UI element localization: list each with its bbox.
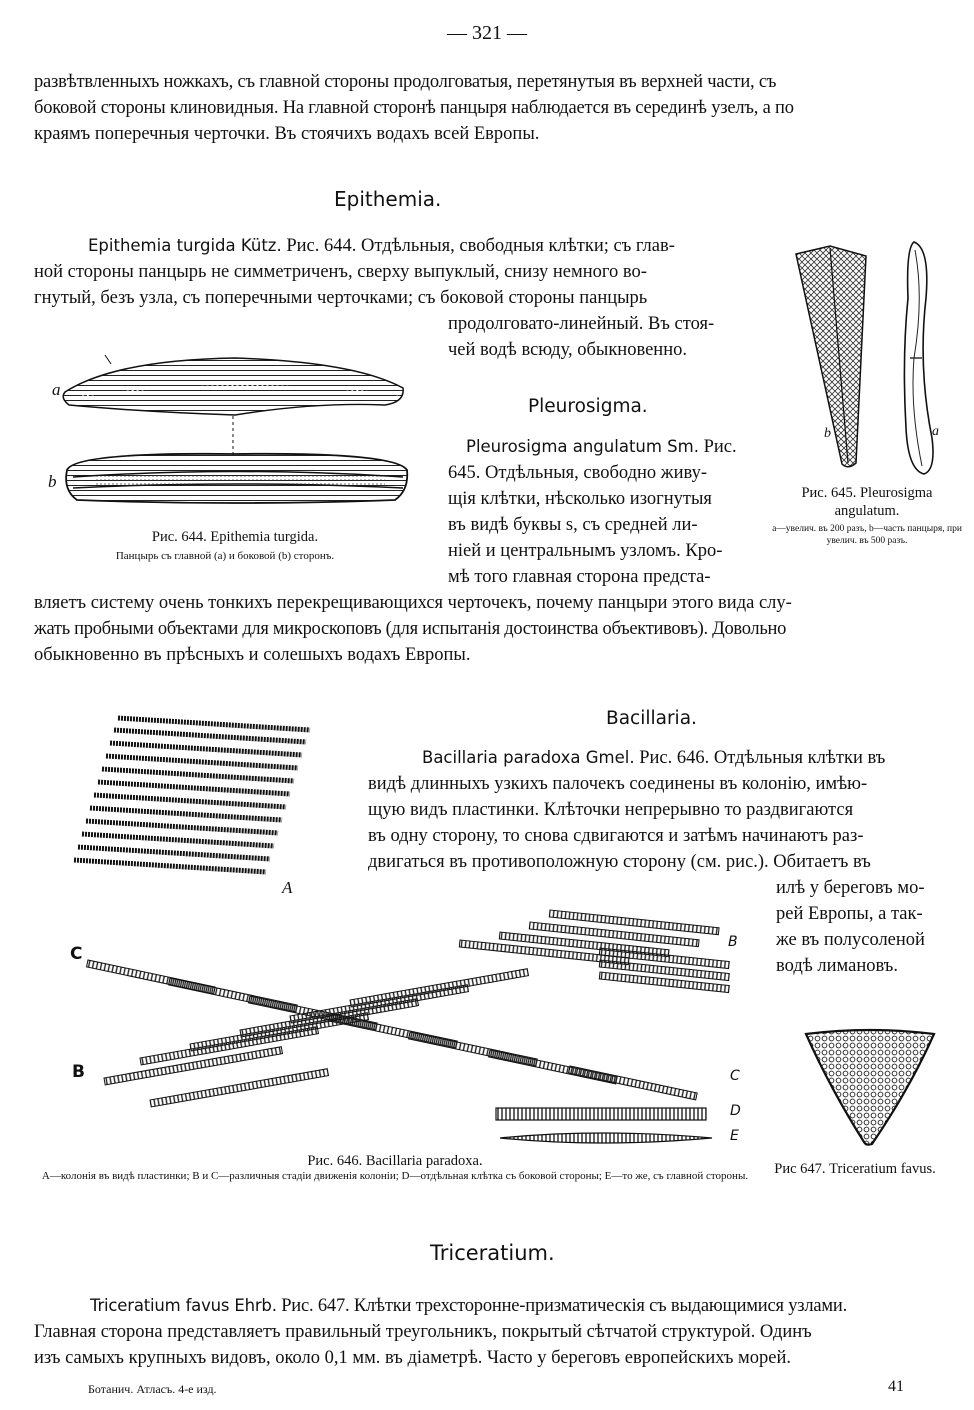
- epithemia-valve-a: [63, 358, 403, 415]
- page-number: — 321 —: [447, 22, 527, 44]
- bacillaria-line-5: двигаться въ противоположную сторону (см. рис.). Обитаетъ въ: [368, 852, 871, 872]
- epithemia-species: Epithemia turgida Kütz.: [88, 236, 282, 255]
- triceratium-line-1: [90, 1296, 847, 1317]
- bacillaria-cell-D: [496, 1108, 706, 1120]
- pleurosigma-text-1: Рис.: [703, 437, 737, 457]
- intro-line-1: развѣтвленныхъ ножкахъ, съ главной стороны продолговатыя, перетянутыя въ верхней части, съ: [34, 72, 777, 92]
- figure-647-caption-title: Рис 647. Triceratium favus.: [774, 1161, 936, 1177]
- figure-646-label-C-right: C: [730, 1068, 740, 1084]
- pleurosigma-line-5: ніей и центральнымъ узломъ. Кро-: [448, 541, 723, 561]
- pleurosigma-line-2: 645. Отдѣльныя, свободно живу-: [448, 463, 707, 483]
- figure-644-caption-title: Рис. 644. Epithemia turgida.: [151, 529, 319, 545]
- figure-645-caption-title: Рис. 645. Pleurosigma angulatum.: [801, 485, 933, 519]
- triceratium-valve: [806, 1030, 934, 1145]
- epithemia-text-1: Рис. 644. Отдѣльныя, свободныя клѣтки; съ глав-: [286, 236, 675, 256]
- figure-646-label-A: A: [282, 878, 293, 897]
- pleurosigma-line-3: щія клѣтки, нѣсколько изогнутыя: [448, 489, 712, 509]
- figure-645-label-a: a: [932, 424, 939, 439]
- pleurosigma-heading: Pleurosigma.: [528, 396, 648, 417]
- pleurosigma-line-8: жать пробными объектами для микроскоповъ (для испытанія достоинства объективовъ). Довольно: [34, 619, 787, 639]
- figure-647-illustration: [800, 1028, 940, 1148]
- bacillaria-line-7: рей Европы, а так-: [776, 904, 923, 924]
- figure-646-illustration: [60, 710, 750, 1150]
- figure-646-label-C-left: C: [70, 944, 83, 964]
- figure-645-caption-text: a—увелич. въ 200 разъ, b—часть панцыря, при увелич. въ 500 разъ.: [772, 524, 962, 546]
- figure-646-label-E: E: [730, 1128, 739, 1144]
- bacillaria-text-1: Рис. 646. Отдѣльныя клѣтки въ: [639, 748, 886, 768]
- triceratium-line-2: Главная сторона представляетъ правильный треугольникъ, покрытый сѣтчатой структурой. Одинъ: [34, 1322, 812, 1342]
- pleurosigma-line-4: въ видѣ буквы s, съ средней ли-: [448, 515, 698, 535]
- figure-644-label-a: a: [52, 380, 61, 399]
- intro-line-2: боковой стороны клиновидныя. На главной сторонѣ панцыря наблюдается въ серединѣ узелъ, а по: [34, 98, 794, 118]
- figure-646-caption-text: A—колонія въ видѣ пластинки; B и C—различныя стадіи движенія колоніи; D—отдѣльная клѣтка съ боковой стороны; E—то же, съ главной стороны.: [41, 1170, 749, 1182]
- bacillaria-chain-C: [87, 960, 698, 1100]
- bacillaria-line-4: въ одну сторону, то снова сдвигаются и затѣмъ начинаютъ раз-: [368, 826, 864, 846]
- bacillaria-species: Bacillaria paradoxa Gmel.: [422, 748, 635, 767]
- figure-645-label-b: b: [824, 426, 831, 441]
- footer-publication: Ботанич. Атласъ. 4-е изд.: [88, 1382, 217, 1396]
- triceratium-line-3: изъ самыхъ крупныхъ видовъ, около 0,1 мм. въ діаметрѣ. Часто у береговъ европейскихъ морей.: [34, 1348, 791, 1368]
- pleurosigma-line-1: [466, 437, 737, 458]
- bacillaria-colony-A: [74, 718, 310, 872]
- epithemia-line-5: чей водѣ всюду, обыкновенно.: [448, 340, 687, 360]
- epithemia-heading: Epithemia.: [334, 187, 442, 211]
- pleurosigma-species: Pleurosigma angulatum Sm.: [466, 437, 699, 456]
- epithemia-line-4: продолговато-линейный. Въ стоя-: [448, 314, 715, 334]
- figure-645-illustration: [790, 238, 950, 478]
- figure-646-label-B-upper: B: [728, 934, 738, 950]
- intro-line-3: краямъ поперечныя черточки. Въ стоячихъ водахъ всей Европы.: [34, 124, 540, 144]
- figure-644-label-b: b: [48, 472, 57, 491]
- bacillaria-line-9: водѣ лимановъ.: [776, 956, 898, 976]
- figure-646-label-B-lower: B: [72, 1062, 85, 1082]
- triceratium-species: Triceratium favus Ehrb.: [90, 1296, 277, 1315]
- triceratium-heading: Triceratium.: [430, 1241, 555, 1265]
- bacillaria-line-3: щую видъ пластинки. Клѣточки непрерывно то раздвигаются: [368, 800, 854, 820]
- bacillaria-heading: Bacillaria.: [606, 708, 697, 729]
- bacillaria-line-2: видѣ длинныхъ узкихъ палочекъ соединены въ колонію, имѣю-: [368, 774, 868, 794]
- bacillaria-line-8: же въ полусоленой: [776, 930, 925, 950]
- figure-644-caption-text: Панцырь съ главной (a) и боковой (b) сторонъ.: [115, 550, 335, 562]
- pleurosigma-line-9: обыкновенно въ прѣсныхъ и солешыхъ водахъ Европы.: [34, 645, 471, 665]
- footer-signature: 41: [888, 1378, 904, 1395]
- epithemia-line-3: гнутый, безъ узла, съ поперечными черточками; съ боковой стороны панцырь: [34, 288, 648, 308]
- pleurosigma-line-7: вляетъ систему очень тонкихъ перекрещивающихся черточекъ, почему панцыри этого вида слу-: [34, 593, 792, 613]
- epithemia-line-2: ной стороны панцырь не симметриченъ, сверху выпуклый, снизу немного во-: [34, 262, 647, 282]
- bacillaria-colony-B-lower: [104, 969, 528, 1107]
- figure-646-label-D: D: [730, 1103, 741, 1119]
- bacillaria-line-6: илѣ у береговъ мо-: [776, 878, 925, 898]
- triceratium-text-1: Рис. 647. Клѣтки трехсторонне-призматическія съ выдающимися узлами.: [281, 1296, 848, 1316]
- pleurosigma-fragment-b: [796, 246, 866, 467]
- epithemia-line-1: [88, 236, 675, 257]
- figure-646-caption-title: Рис. 646. Bacillaria paradoxa.: [307, 1153, 483, 1169]
- pleurosigma-line-6: мѣ того главная сторона предста-: [448, 567, 711, 587]
- bacillaria-cell-E: [500, 1133, 712, 1143]
- figure-644-illustration: [55, 350, 415, 520]
